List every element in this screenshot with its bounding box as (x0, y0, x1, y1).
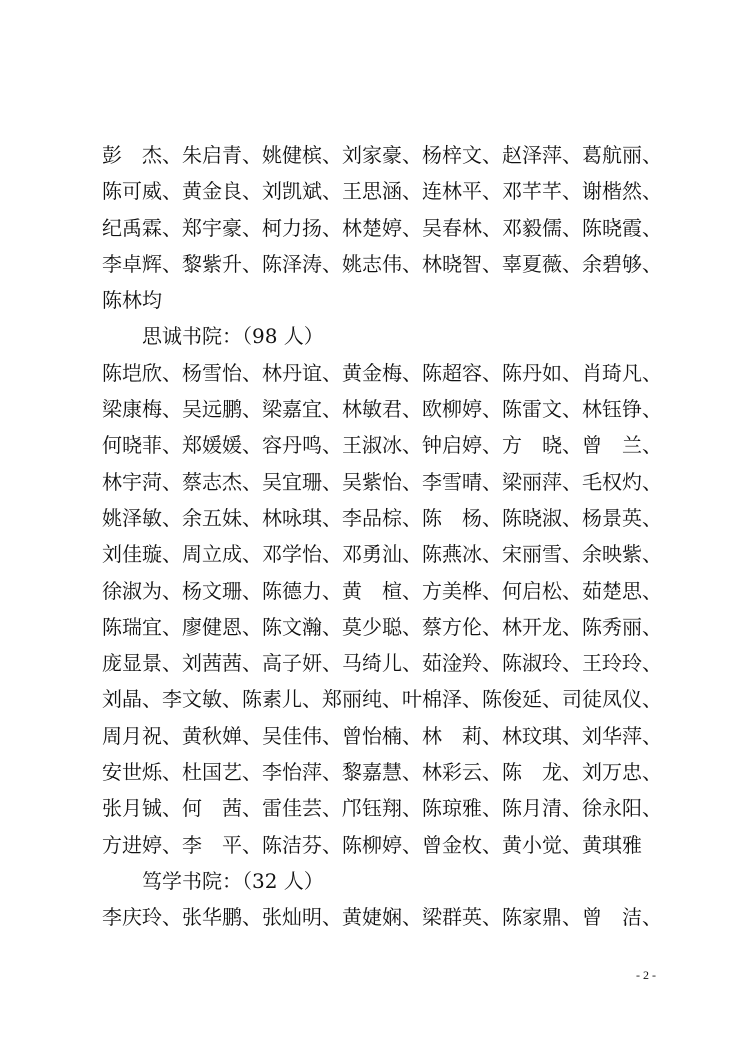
name-line: 李卓辉、黎紫升、陈泽涛、姚志伟、林晓智、辜夏薇、余碧够、 (102, 251, 662, 276)
name-line: 方进婷、李 平、陈洁芬、陈柳婷、曾金枚、黄小觉、黄琪雅 (102, 832, 642, 857)
name-line: 何晓菲、郑媛媛、容丹鸣、王淑冰、钟启婷、方 晓、曾 兰、 (102, 433, 662, 458)
name-line: 纪禹霖、郑宇豪、柯力扬、林楚婷、吴春林、邓毅儒、陈晓霞、 (102, 215, 662, 240)
name-line: 彭 杰、朱启青、姚健槟、刘家豪、杨梓文、赵泽萍、葛航丽、 (102, 143, 662, 167)
name-line: 李庆玲、张华鹏、张灿明、黄婕娴、梁群英、陈家鼎、曾 洁、 (102, 905, 662, 930)
name-list (102, 137, 662, 936)
name-line: 徐淑为、杨文珊、陈德力、黄 楦、方美桦、何启松、茹楚思、 (102, 578, 662, 603)
name-line: 陈可威、黄金良、刘凯斌、王思涵、连林平、邓芊芊、谢楷然、 (102, 179, 662, 204)
name-line: 刘佳璇、周立成、邓学怡、邓勇汕、陈燕冰、宋丽雪、余映紫、 (102, 542, 662, 567)
section-heading-duxue: 笃学书院：（32 人） (142, 868, 324, 893)
name-line: 姚泽敏、余五妹、林咏琪、李品棕、陈 杨、陈晓淑、杨景英、 (102, 505, 662, 530)
name-line: 梁康梅、吴远鹏、梁嘉宜、林敏君、欧柳婷、陈雷文、林钰铮、 (102, 397, 662, 422)
name-line: 陈瑞宜、廖健恩、陈文瀚、莫少聪、蔡方伦、林开龙、陈秀丽、 (102, 614, 662, 639)
name-line: 庞显景、刘茜茜、高子妍、马绮儿、茹淦羚、陈淑玲、王玲玲、 (102, 651, 662, 676)
name-line: 张月铖、何 茜、雷佳芸、邝钰翔、陈琼雅、陈月清、徐永阳、 (102, 796, 662, 821)
name-line: 刘晶、李文敏、陈素儿、郑丽纯、叶棉泽、陈俊延、司徒凤仪、 (102, 687, 662, 712)
name-line: 安世烁、杜国艺、李怡萍、黎嘉慧、林彩云、陈 龙、刘万忠、 (102, 760, 662, 785)
name-line: 陈林均 (102, 288, 162, 313)
name-line: 陈垲欣、杨雪怡、林丹谊、黄金梅、陈超容、陈丹如、肖琦凡、 (102, 360, 662, 385)
page-number: - 2 - (636, 968, 656, 982)
section-heading-sicheng: 思诚书院：（98 人） (142, 324, 324, 349)
name-line: 周月祝、黄秋婵、吴佳伟、曾怡楠、林 莉、林玟琪、刘华萍、 (102, 723, 662, 748)
name-line: 林宇菏、蔡志杰、吴宜珊、吴紫怡、李雪晴、梁丽萍、毛权灼、 (102, 469, 662, 494)
